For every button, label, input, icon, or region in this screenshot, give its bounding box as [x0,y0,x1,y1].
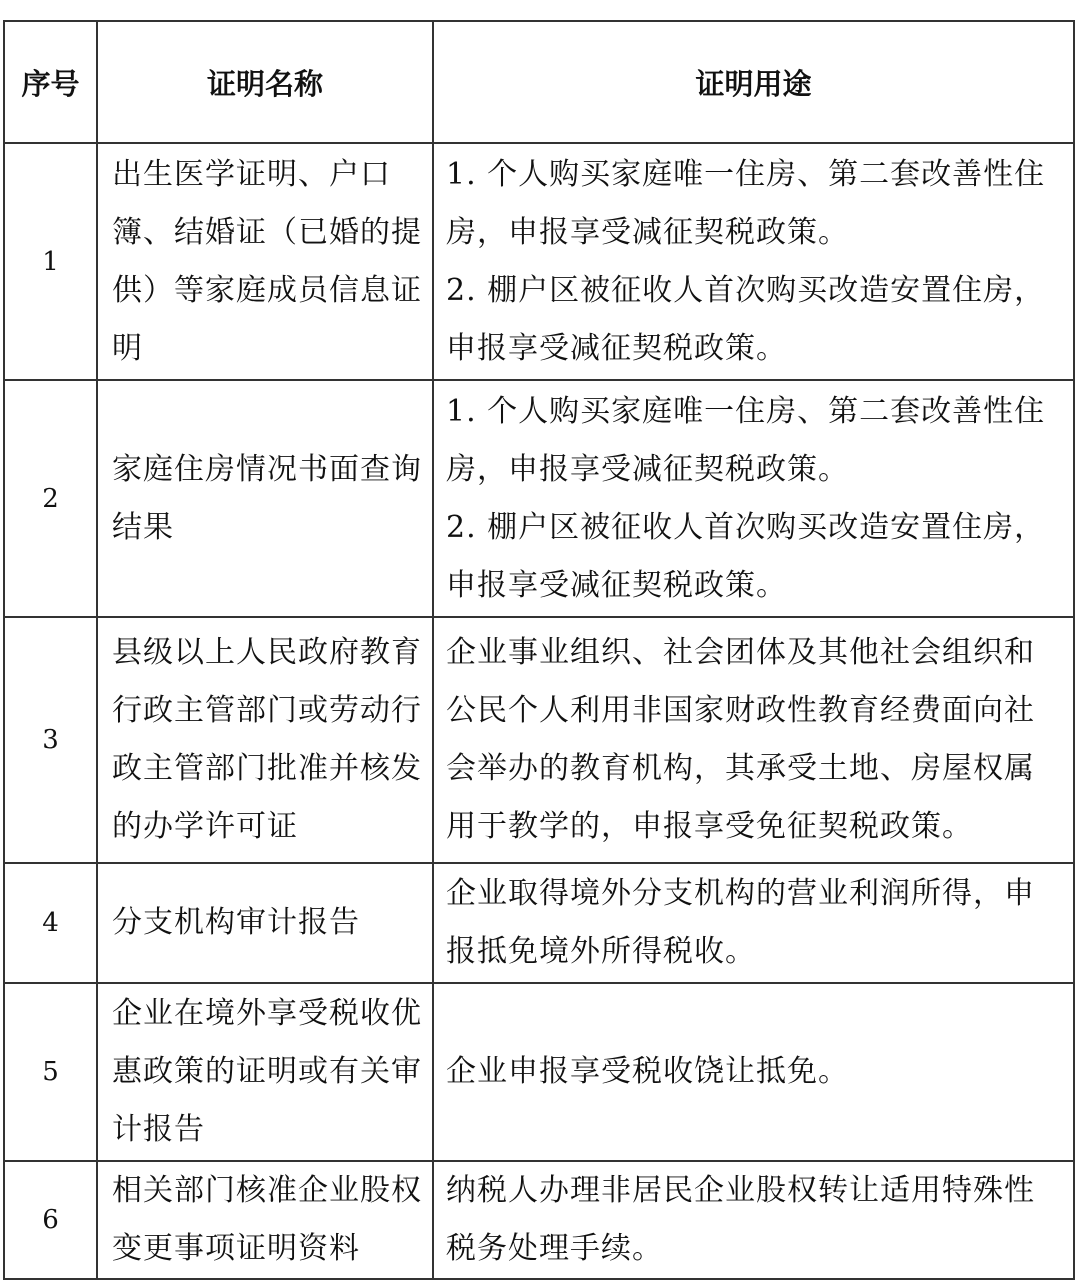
certificate-name: 相关部门核准企业股权变更事项证明资料 [97,1161,433,1279]
row-number: 6 [4,1161,97,1279]
use-paragraph: 企业取得境外分支机构的营业利润所得，申报抵免境外所得税收。 [446,876,1035,969]
use-paragraph: 2. 棚户区被征收人首次购买改造安置住房，申报享受减征契税政策。 [446,509,1046,603]
row-number: 1 [4,143,97,380]
certificate-use [433,380,1074,617]
use-paragraph: 2. 棚户区被征收人首次购买改造安置住房，申报享受减征契税政策。 [446,272,1046,366]
header-certificate-use: 证明用途 [433,21,1074,143]
table-row [4,983,1074,1161]
use-paragraph: 企业申报享受税收饶让抵免。 [446,1054,849,1089]
certificate-table [3,20,1075,1280]
certificate-name: 家庭住房情况书面查询结果 [97,380,433,617]
header-serial-number: 序号 [4,21,97,143]
certificate-use [433,983,1074,1161]
table-row [4,863,1074,983]
row-number: 5 [4,983,97,1161]
table-row [4,1161,1074,1279]
certificate-use [433,863,1074,983]
certificate-name: 出生医学证明、户口簿、结婚证（已婚的提供）等家庭成员信息证明 [97,143,433,380]
table-row [4,617,1074,863]
use-paragraph: 1. 个人购买家庭唯一住房、第二套改善性住房，申报享受减征契税政策。 [446,156,1046,250]
certificate-name: 分支机构审计报告 [97,863,433,983]
table-row [4,143,1074,380]
table-row [4,380,1074,617]
certificate-use [433,1161,1074,1279]
use-paragraph: 企业事业组织、社会团体及其他社会组织和公民个人利用非国家财政性教育经费面向社会举办的教育机构，其承受土地、房屋权属用于教学的，申报享受免征契税政策。 [446,635,1035,844]
use-paragraph: 纳税人办理非居民企业股权转让适用特殊性税务处理手续。 [446,1173,1035,1266]
use-paragraph: 1. 个人购买家庭唯一住房、第二套改善性住房，申报享受减征契税政策。 [446,393,1046,487]
table-header-row [4,21,1074,143]
row-number: 2 [4,380,97,617]
certificate-use [433,617,1074,863]
certificate-name: 企业在境外享受税收优惠政策的证明或有关审计报告 [97,983,433,1161]
row-number: 4 [4,863,97,983]
certificate-use [433,143,1074,380]
header-certificate-name: 证明名称 [97,21,433,143]
row-number: 3 [4,617,97,863]
certificate-name: 县级以上人民政府教育行政主管部门或劳动行政主管部门批准并核发的办学许可证 [97,617,433,863]
